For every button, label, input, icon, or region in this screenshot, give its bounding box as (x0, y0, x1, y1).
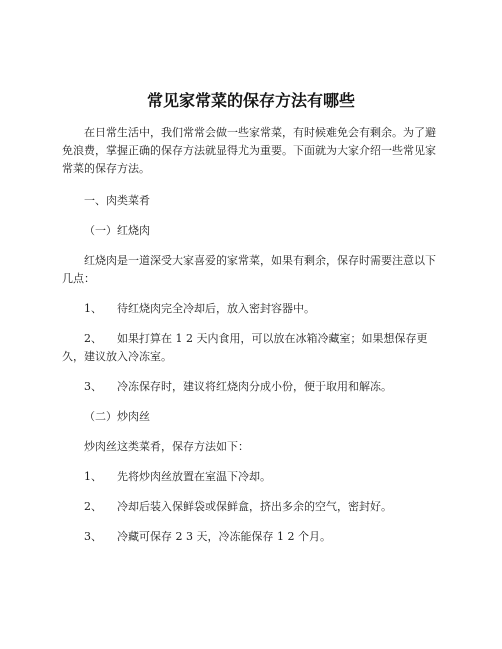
list-item-number: 2、 (84, 332, 102, 345)
list-item-text: 如果打算在 1 2 天内食用，可以放在冰箱冷藏室；如果想保存更久，建议放入冷冻室。 (62, 332, 428, 363)
shredded-pork-description: 炒肉丝这类菜肴，保存方法如下： (84, 440, 249, 453)
list-item (62, 300, 442, 318)
list-item (62, 528, 442, 546)
list-item-text: 先将炒肉丝放置在室温下冷却。 (117, 470, 271, 483)
list-item-text: 冷藏可保存 2 3 天，冷冻能保存 1 2 个月。 (117, 530, 331, 543)
braised-pork-description: 红烧肉是一道深受大家喜爱的家常菜，如果有剩余，保存时需要注意以下几点： (62, 254, 436, 285)
list-item (62, 468, 442, 486)
document-body (62, 124, 442, 546)
subsection-heading-braised-pork: （一）红烧肉 (84, 224, 150, 237)
list-item-number: 1、 (84, 470, 102, 483)
list-item-text: 冷冻保存时，建议将红烧肉分成小份，便于取用和解冻。 (117, 380, 392, 393)
list-item-text: 冷却后装入保鲜袋或保鲜盒，挤出多余的空气，密封好。 (117, 500, 392, 513)
list-item (62, 378, 442, 396)
list-item-number: 3、 (84, 380, 102, 393)
document-title: 常见家常菜的保存方法有哪些 (146, 91, 355, 110)
subsection-heading-shredded-pork: （二）炒肉丝 (84, 410, 150, 423)
section-heading-meat: 一、肉类菜肴 (84, 194, 150, 207)
list-item (62, 330, 442, 366)
list-item-number: 2、 (84, 500, 102, 513)
list-item-number: 1、 (84, 302, 102, 315)
list-item-number: 3、 (84, 530, 102, 543)
list-item (62, 498, 442, 516)
list-item-text: 待红烧肉完全冷却后，放入密封容器中。 (117, 302, 315, 315)
intro-paragraph: 在日常生活中，我们常常会做一些家常菜，有时候难免会有剩余。为了避免浪费，掌握正确的保存方法就显得尤为重要。下面就为大家介绍一些常见家常菜的保存方法。 (62, 126, 436, 175)
